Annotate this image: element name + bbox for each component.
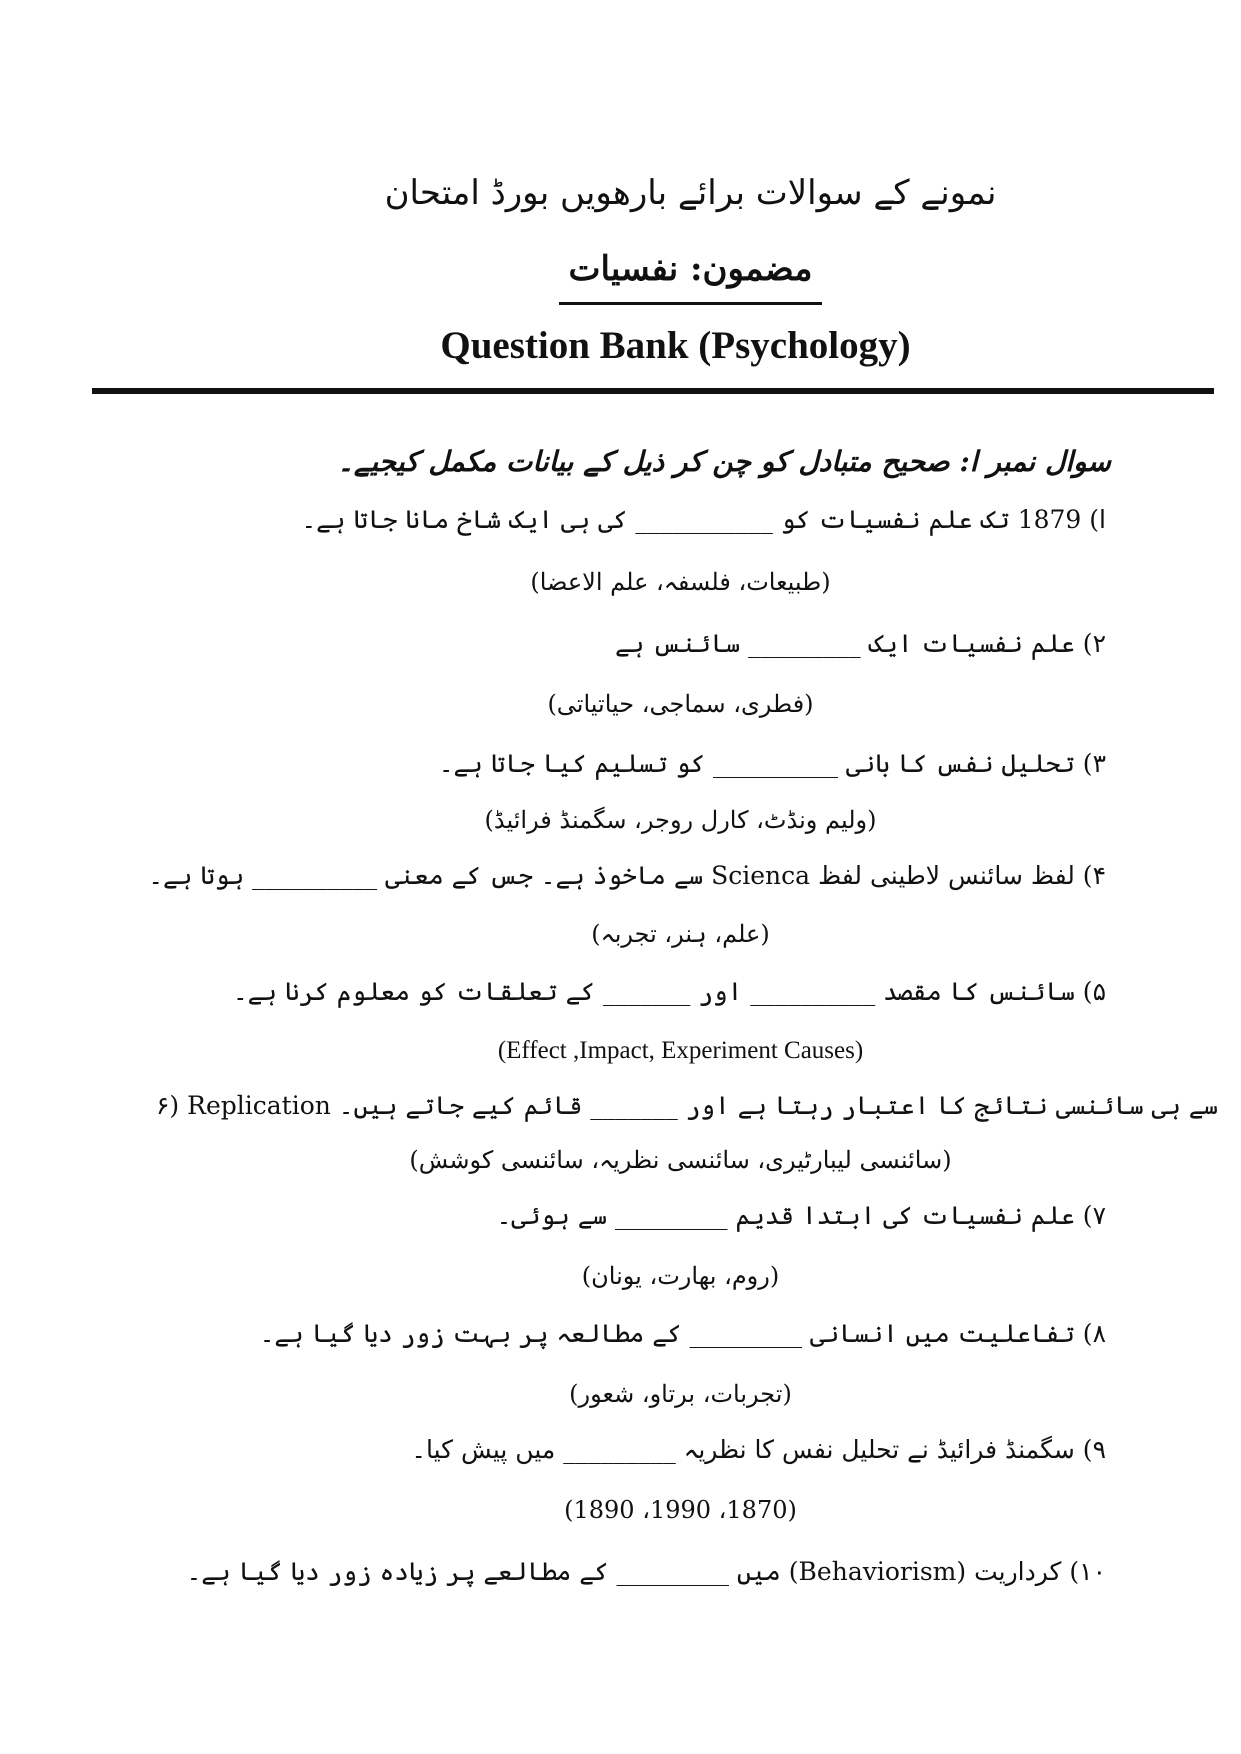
options-3: [0, 800, 1241, 840]
question-8: ۸) تفاعلیت میں انسانی _________ کے مطالعہ پر بہت زور دیا گیا ہے۔: [259, 1319, 1106, 1348]
section-heading: سوال نمبر ا: صحیح متبادل کو چن کر ذیل کے بیانات مکمل کیجیے۔: [337, 445, 1111, 478]
question-6: ۶) Replication سے ہی سائنسی نتائج کا اعتبار رہتا ہے اور _______ قائم کیے جاتے ہیں۔: [156, 1091, 1219, 1120]
subject-heading: [70, 244, 1241, 305]
options-8-text: (تجربات، برتاو، شعور): [569, 1380, 792, 1408]
options-6: [0, 1140, 1241, 1180]
options-2-text: (فطری، سماجی، حیاتیاتی): [547, 690, 814, 718]
options-5: [0, 1030, 1241, 1071]
options-7: [0, 1256, 1241, 1296]
options-6-text: (سائنسی لیبارٹیری، سائنسی نظریہ، سائنسی کوشش): [409, 1146, 952, 1174]
subject-title: مضمون: نفسیات: [559, 244, 823, 305]
options-5-text: (Effect ,Impact, Experiment Causes): [497, 1037, 864, 1064]
document-title-urdu: نمونے کے سوالات برائے بارھویں بورڈ امتحان: [384, 173, 997, 213]
document-title-english: Question Bank (Psychology): [440, 324, 911, 367]
question-9: ۹) سگمنڈ فرائیڈ نے تحلیل نفس کا نظریہ _________ میں پیش کیا۔: [411, 1435, 1106, 1464]
options-1: [0, 562, 1241, 602]
question-10: ۱۰) کرداریت (Behaviorism) میں _________ کے مطالعے پر زیادہ زور دیا گیا ہے۔: [186, 1557, 1106, 1586]
question-1: ا) 1879 تک علم نفسیات کو ___________ کی ہی ایک شاخ مانا جاتا ہے۔: [301, 505, 1106, 534]
options-4: [0, 914, 1241, 954]
options-3-text: (ولیم ونڈٹ، کارل روجر، سگمنڈ فرائیڈ): [484, 806, 877, 834]
options-7-text: (روم، بھارت، یونان): [581, 1262, 780, 1290]
options-8: [0, 1374, 1241, 1414]
options-9: [0, 1490, 1241, 1530]
question-4: ۴) لفظ سائنس لاطینی لفظ Scienca سے ماخوذ ہے۔ جس کے معنی __________ ہوتا ہے۔: [148, 861, 1106, 890]
question-3: ۳) تحلیل نفس کا بانی __________ کو تسلیم کیا جاتا ہے۔: [438, 749, 1106, 778]
options-2: [0, 684, 1241, 724]
options-9-text: (1870، 1990، 1890): [564, 1496, 797, 1524]
title-divider: [92, 388, 1214, 394]
question-5: ۵) سائنس کا مقصد __________ اور _______ کے تعلقات کو معلوم کرنا ہے۔: [232, 977, 1106, 1006]
question-7: ۷) علم نفسیات کی ابتدا قدیم _________ سے ہوئی۔: [496, 1201, 1106, 1230]
options-4-text: (علم، ہنر، تجربہ): [591, 920, 770, 948]
question-2: ۲) علم نفسیات ایک _________ سائنس ہے: [615, 629, 1106, 658]
options-1-text: (طبیعات، فلسفہ، علم الاعضا): [530, 568, 831, 596]
